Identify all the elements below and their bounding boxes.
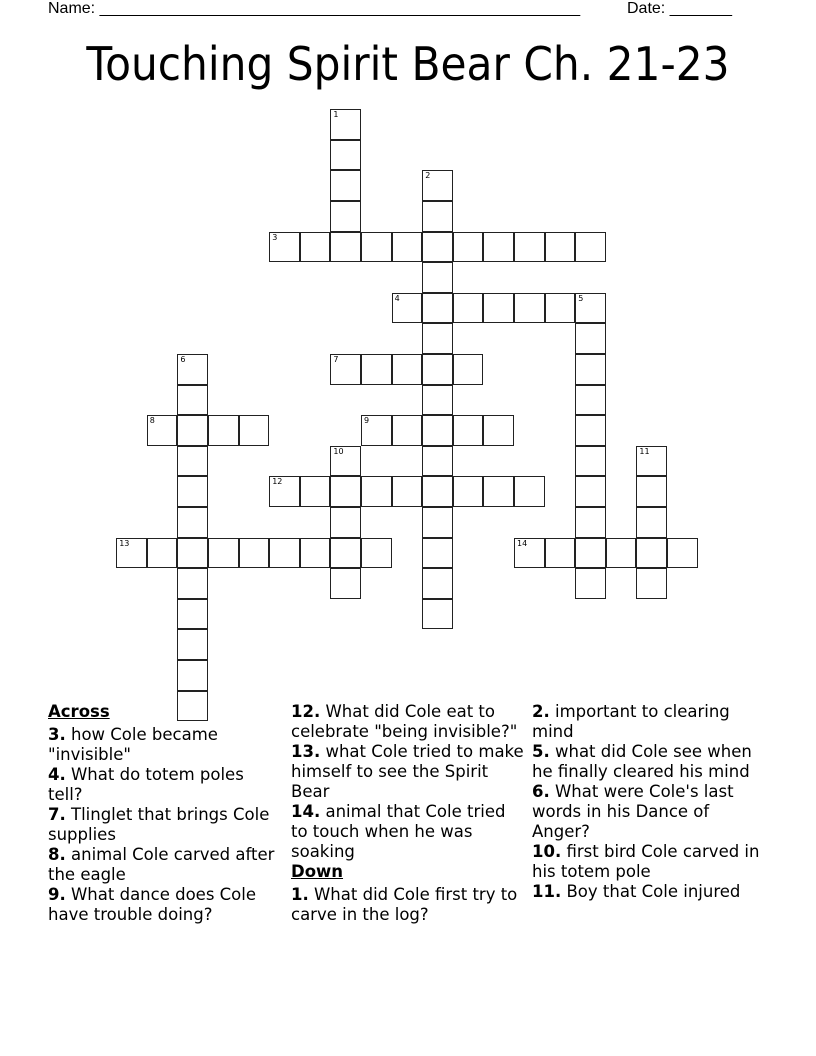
grid-cell[interactable] xyxy=(422,599,453,630)
grid-cell[interactable] xyxy=(177,660,208,691)
clue-number: 9 xyxy=(364,416,370,426)
grid-cell[interactable] xyxy=(545,293,576,324)
grid-cell[interactable] xyxy=(483,232,514,263)
grid-cell[interactable] xyxy=(453,415,484,446)
grid-cell[interactable] xyxy=(545,538,576,569)
grid-cell[interactable] xyxy=(392,354,423,385)
grid-cell[interactable] xyxy=(361,354,392,385)
grid-cell[interactable] xyxy=(147,415,178,446)
grid-cell[interactable] xyxy=(361,415,392,446)
grid-cell[interactable] xyxy=(392,476,423,507)
clue-across-4: 4. What do totem poles tell? xyxy=(48,765,244,804)
clue-number: 14 xyxy=(517,538,528,548)
grid-cell[interactable] xyxy=(208,415,239,446)
clue-number: 7 xyxy=(333,355,339,364)
grid-cell[interactable] xyxy=(422,201,453,232)
grid-cell[interactable] xyxy=(575,415,606,446)
grid-cell[interactable] xyxy=(361,232,392,263)
grid-cell[interactable] xyxy=(422,262,453,293)
grid-cell[interactable] xyxy=(636,507,667,538)
grid-cell[interactable] xyxy=(300,538,331,569)
grid-cell[interactable] xyxy=(453,232,484,263)
clue-number: 12 xyxy=(272,477,283,487)
grid-cell[interactable] xyxy=(422,170,453,201)
clues-column-2 xyxy=(291,702,526,925)
clue-across-7: 7. Tlinglet that brings Cole supplies xyxy=(48,805,270,844)
down-heading: Down xyxy=(291,862,344,881)
clue-number: 13 xyxy=(119,538,130,548)
clue-down-1: 1. What did Cole first try to carve in the log? xyxy=(291,885,518,924)
grid-cell[interactable] xyxy=(330,170,361,201)
grid-cell[interactable] xyxy=(330,446,361,477)
clues-column-1 xyxy=(48,702,283,925)
grid-cell[interactable] xyxy=(177,385,208,416)
clue-number: 5 xyxy=(578,293,584,303)
date-field-label[interactable]: Date: _______ xyxy=(627,0,732,17)
name-field-label[interactable]: Name: ______________________________________________________ xyxy=(48,0,581,17)
grid-cell[interactable] xyxy=(575,323,606,354)
across-heading: Across xyxy=(48,702,110,721)
grid-cell[interactable] xyxy=(575,232,606,263)
grid-cell[interactable] xyxy=(330,109,361,140)
grid-cell[interactable] xyxy=(330,354,361,385)
grid-cell[interactable] xyxy=(422,507,453,538)
grid-cell[interactable] xyxy=(422,415,453,446)
grid-cell[interactable] xyxy=(575,568,606,599)
clue-number: 3 xyxy=(272,232,278,242)
grid-cell[interactable] xyxy=(636,568,667,599)
grid-cell[interactable] xyxy=(422,476,453,507)
grid-cell[interactable] xyxy=(575,354,606,385)
grid-cell[interactable] xyxy=(361,538,392,569)
clue-across-13: 13. what Cole tried to make himself to see the Spirit Bear xyxy=(291,742,524,801)
grid-cell[interactable] xyxy=(575,293,606,324)
grid-cell[interactable] xyxy=(606,538,637,569)
clue-number: 8 xyxy=(149,416,155,426)
grid-cell[interactable] xyxy=(330,201,361,232)
clue-down-11: 11. Boy that Cole injured xyxy=(532,882,741,901)
grid-cell[interactable] xyxy=(177,599,208,630)
grid-cell[interactable] xyxy=(361,476,392,507)
clue-number: 10 xyxy=(333,446,344,456)
clue-number: 11 xyxy=(639,446,650,456)
grid-cell[interactable] xyxy=(239,538,270,569)
grid-cell[interactable] xyxy=(177,415,208,446)
grid-cell[interactable] xyxy=(330,476,361,507)
grid-cell[interactable] xyxy=(422,232,453,263)
clue-down-5: 5. what did Cole see when he finally cleared his mind xyxy=(532,742,752,781)
grid-cell[interactable] xyxy=(269,232,300,263)
grid-cell[interactable] xyxy=(269,538,300,569)
clue-across-8: 8. animal Cole carved after the eagle xyxy=(48,845,275,884)
clues-column-3 xyxy=(532,702,772,902)
clue-down-2: 2. important to clearing mind xyxy=(532,702,730,741)
grid-cell[interactable] xyxy=(453,476,484,507)
grid-cell[interactable] xyxy=(147,538,178,569)
clue-number: 2 xyxy=(425,171,431,181)
grid-cell[interactable] xyxy=(483,415,514,446)
grid-cell[interactable] xyxy=(422,568,453,599)
grid-cell[interactable] xyxy=(239,415,270,446)
grid-cell[interactable] xyxy=(422,323,453,354)
grid-cell[interactable] xyxy=(422,293,453,324)
grid-cell[interactable] xyxy=(330,507,361,538)
grid-cell[interactable] xyxy=(177,507,208,538)
grid-cell[interactable] xyxy=(392,232,423,263)
clue-number: 6 xyxy=(180,355,186,364)
grid-cell[interactable] xyxy=(177,476,208,507)
clue-across-14: 14. animal that Cole tried to touch when he was soaking xyxy=(291,802,506,861)
grid-cell[interactable] xyxy=(514,476,545,507)
clue-down-10: 10. first bird Cole carved in his totem pole xyxy=(532,842,760,881)
clue-across-3: 3. how Cole became "invisible" xyxy=(48,725,218,764)
grid-cell[interactable] xyxy=(453,354,484,385)
grid-cell[interactable] xyxy=(575,446,606,477)
grid-cell[interactable] xyxy=(575,538,606,569)
grid-cell[interactable] xyxy=(422,446,453,477)
grid-cell[interactable] xyxy=(545,232,576,263)
grid-cell[interactable] xyxy=(667,538,698,569)
grid-cell[interactable] xyxy=(483,293,514,324)
grid-cell[interactable] xyxy=(330,140,361,171)
grid-cell[interactable] xyxy=(177,446,208,477)
grid-cell[interactable] xyxy=(514,293,545,324)
grid-cell[interactable] xyxy=(422,538,453,569)
grid-cell[interactable] xyxy=(392,415,423,446)
crossword-grid xyxy=(117,110,717,710)
grid-cell[interactable] xyxy=(575,507,606,538)
clue-down-6: 6. What were Cole's last words in his Dance of Anger? xyxy=(532,782,734,841)
grid-cell[interactable] xyxy=(300,476,331,507)
grid-cell[interactable] xyxy=(300,232,331,263)
grid-cell[interactable] xyxy=(177,568,208,599)
grid-cell[interactable] xyxy=(575,385,606,416)
grid-cell[interactable] xyxy=(483,476,514,507)
grid-cell[interactable] xyxy=(330,568,361,599)
grid-cell[interactable] xyxy=(177,538,208,569)
grid-cell[interactable] xyxy=(116,538,147,569)
grid-cell[interactable] xyxy=(514,538,545,569)
grid-cell[interactable] xyxy=(636,538,667,569)
grid-cell[interactable] xyxy=(422,385,453,416)
grid-cell[interactable] xyxy=(177,629,208,660)
grid-cell[interactable] xyxy=(392,293,423,324)
clue-number: 1 xyxy=(333,110,339,120)
grid-cell[interactable] xyxy=(636,446,667,477)
grid-cell[interactable] xyxy=(208,538,239,569)
grid-cell[interactable] xyxy=(330,232,361,263)
grid-cell[interactable] xyxy=(330,538,361,569)
grid-cell[interactable] xyxy=(269,476,300,507)
clue-across-9: 9. What dance does Cole have trouble doing? xyxy=(48,885,257,924)
grid-cell[interactable] xyxy=(636,476,667,507)
grid-cell[interactable] xyxy=(575,476,606,507)
clue-across-12: 12. What did Cole eat to celebrate "being invisible?" xyxy=(291,702,518,741)
grid-cell[interactable] xyxy=(422,354,453,385)
page-title: Touching Spirit Bear Ch. 21-23 xyxy=(86,37,730,91)
clue-number: 4 xyxy=(394,293,400,303)
grid-cell[interactable] xyxy=(177,354,208,385)
grid-cell[interactable] xyxy=(453,293,484,324)
grid-cell[interactable] xyxy=(514,232,545,263)
